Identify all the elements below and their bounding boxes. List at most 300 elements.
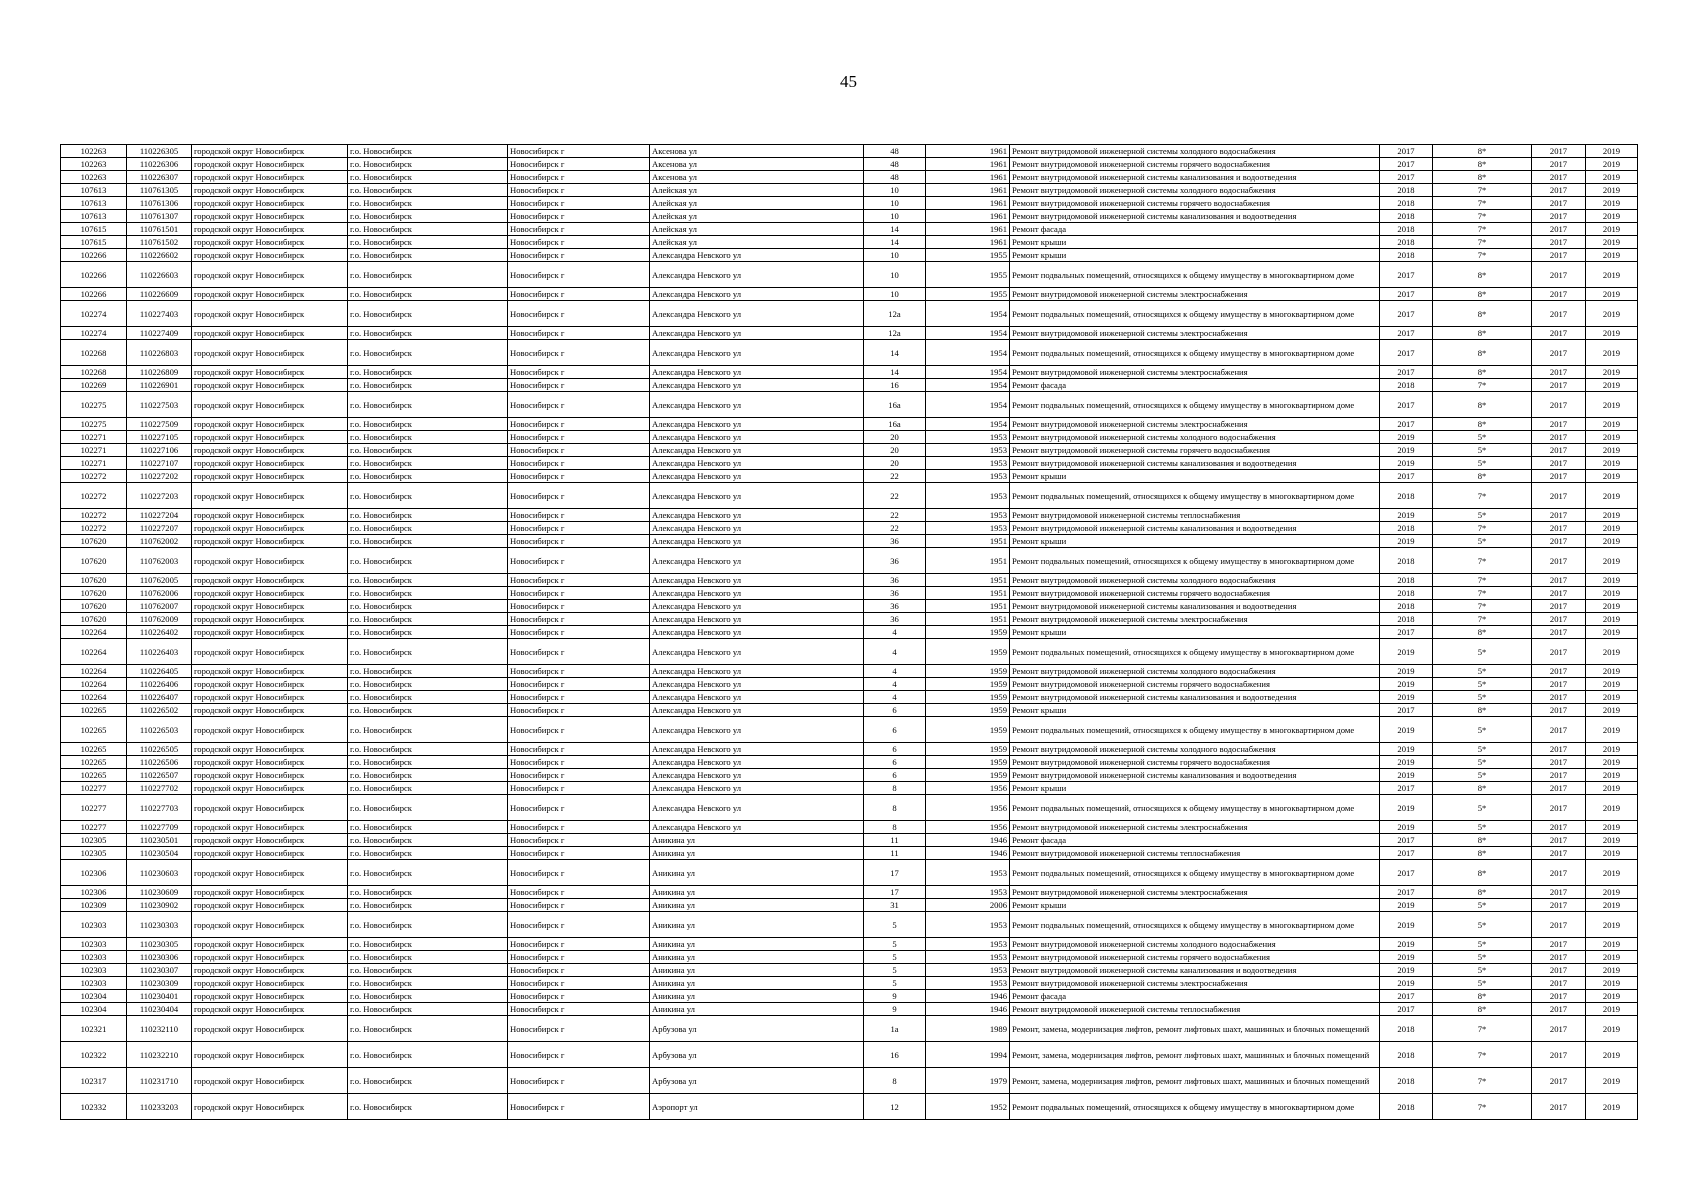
table-cell: 2018 [1380,613,1433,626]
table-cell: 8 [864,782,926,795]
table-cell: г.о. Новосибирск [348,899,508,912]
table-cell: г.о. Новосибирск [348,977,508,990]
table-cell: 6 [864,717,926,743]
table-row [61,613,1638,626]
table-cell: 102303 [61,912,127,938]
table-cell: 102303 [61,951,127,964]
table-cell: 8* [1433,392,1532,418]
table-cell: 7* [1433,184,1532,197]
table-cell: 5* [1433,444,1532,457]
table-cell: Арбузова ул [650,1042,864,1068]
table-cell: 2017 [1532,340,1586,366]
table-cell: 7* [1433,1042,1532,1068]
table-cell: 5* [1433,665,1532,678]
table-cell: 2017 [1380,392,1433,418]
table-cell: Новосибирск г [508,834,650,847]
table-cell: 102303 [61,977,127,990]
table-cell: 10 [864,249,926,262]
table-cell: Ремонт внутридомовой инженерной системы холодного водоснабжения [1010,145,1380,158]
table-cell: 2019 [1586,704,1638,717]
table-cell: 5 [864,951,926,964]
table-cell: Ремонт фасада [1010,834,1380,847]
table-cell: Аэропорт ул [650,1094,864,1120]
table-cell: Ремонт подвальных помещений, относящихся к общему имуществу в многоквартирном доме [1010,548,1380,574]
table-cell: 2018 [1380,236,1433,249]
table-cell: г.о. Новосибирск [348,145,508,158]
table-cell: 2019 [1586,327,1638,340]
table-cell: 1953 [926,431,1010,444]
table-cell: Новосибирск г [508,548,650,574]
table-cell: 2019 [1380,691,1433,704]
table-cell: Ремонт внутридомовой инженерной системы холодного водоснабжения [1010,574,1380,587]
table-cell: Ремонт, замена, модернизация лифтов, ремонт лифтовых шахт, машинных и блочных помещений [1010,1016,1380,1042]
table-cell: 2017 [1532,899,1586,912]
table-cell: 2019 [1586,457,1638,470]
table-cell: Новосибирск г [508,366,650,379]
table-cell: 102306 [61,860,127,886]
table-row [61,184,1638,197]
table-cell: 1959 [926,691,1010,704]
table-cell: Новосибирск г [508,418,650,431]
table-cell: городской округ Новосибирск [192,457,348,470]
table-row [61,990,1638,1003]
table-cell: 102275 [61,418,127,431]
table-cell: 2017 [1532,444,1586,457]
table-cell: 110231710 [127,1068,192,1094]
table-cell: 1946 [926,847,1010,860]
table-cell: 2017 [1532,1003,1586,1016]
table-cell: 110227106 [127,444,192,457]
table-cell: 2017 [1532,704,1586,717]
table-cell: Александра Невского ул [650,418,864,431]
table-cell: 2018 [1380,1016,1433,1042]
table-cell: 110227509 [127,418,192,431]
table-cell: Александра Невского ул [650,509,864,522]
table-cell: Аникина ул [650,860,864,886]
table-cell: 110761307 [127,210,192,223]
table-cell: 110761306 [127,197,192,210]
table-cell: 110233203 [127,1094,192,1120]
table-cell: 102268 [61,340,127,366]
table-cell: Ремонт крыши [1010,236,1380,249]
table-cell: 110230401 [127,990,192,1003]
table-cell: 110226306 [127,158,192,171]
table-cell: 2019 [1586,938,1638,951]
table-cell: 102263 [61,171,127,184]
table-cell: 2019 [1586,340,1638,366]
table-cell: Ремонт внутридомовой инженерной системы канализования и водоотведения [1010,964,1380,977]
table-cell: Ремонт подвальных помещений, относящихся к общему имуществу в многоквартирном доме [1010,639,1380,665]
table-cell: 2019 [1586,236,1638,249]
table-cell: 2017 [1532,1016,1586,1042]
table-row [61,639,1638,665]
table-cell: г.о. Новосибирск [348,171,508,184]
table-cell: 8* [1433,990,1532,1003]
table-cell: Аникина ул [650,912,864,938]
table-cell: 2019 [1586,678,1638,691]
table-row [61,548,1638,574]
table-cell: 2019 [1586,743,1638,756]
table-cell: 1953 [926,470,1010,483]
table-cell: Новосибирск г [508,145,650,158]
table-cell: Александра Невского ул [650,340,864,366]
table-cell: Новосибирск г [508,392,650,418]
table-cell: Ремонт внутридомовой инженерной системы электроснабжения [1010,977,1380,990]
table-cell: Новосибирск г [508,860,650,886]
table-cell: 2019 [1586,470,1638,483]
table-cell: 1961 [926,184,1010,197]
table-row [61,509,1638,522]
table-cell: 107620 [61,587,127,600]
table-cell: Новосибирск г [508,964,650,977]
table-cell: 107620 [61,600,127,613]
table-cell: 1959 [926,665,1010,678]
table-cell: 1952 [926,1094,1010,1120]
table-cell: 2017 [1532,197,1586,210]
table-cell: 2017 [1532,613,1586,626]
table-cell: 102271 [61,431,127,444]
table-cell: 22 [864,483,926,509]
table-cell: Новосибирск г [508,977,650,990]
table-cell: Алейская ул [650,223,864,236]
table-cell: 5* [1433,717,1532,743]
table-cell: 2017 [1532,184,1586,197]
table-cell: 102317 [61,1068,127,1094]
table-cell: Ремонт подвальных помещений, относящихся к общему имуществу в многоквартирном доме [1010,717,1380,743]
table-row [61,236,1638,249]
table-cell: 2017 [1380,288,1433,301]
table-cell: 2017 [1532,262,1586,288]
table-cell: городской округ Новосибирск [192,145,348,158]
table-cell: Александра Невского ул [650,574,864,587]
table-cell: Ремонт внутридомовой инженерной системы теплоснабжения [1010,847,1380,860]
table-cell: 2019 [1586,613,1638,626]
table-cell: 11 [864,834,926,847]
table-cell: городской округ Новосибирск [192,1003,348,1016]
table-row [61,418,1638,431]
table-cell: г.о. Новосибирск [348,1094,508,1120]
table-cell: 102266 [61,262,127,288]
table-cell: 2019 [1586,223,1638,236]
table-cell: 2017 [1532,964,1586,977]
table-cell: городской округ Новосибирск [192,288,348,301]
table-cell: 2017 [1532,210,1586,223]
table-cell: 2019 [1380,912,1433,938]
table-cell: 8* [1433,301,1532,327]
table-cell: 107620 [61,574,127,587]
table-cell: 8* [1433,366,1532,379]
table-cell: 7* [1433,1094,1532,1120]
table-cell: 1959 [926,639,1010,665]
table-row [61,899,1638,912]
table-cell: Александра Невского ул [650,431,864,444]
table-cell: г.о. Новосибирск [348,743,508,756]
table-cell: 5* [1433,509,1532,522]
table-cell: 110226407 [127,691,192,704]
table-cell: городской округ Новосибирск [192,379,348,392]
table-cell: 7* [1433,548,1532,574]
table-cell: Ремонт, замена, модернизация лифтов, ремонт лифтовых шахт, машинных и блочных помещений [1010,1042,1380,1068]
table-cell: 2017 [1532,509,1586,522]
table-cell: Александра Невского ул [650,717,864,743]
table-cell: 2017 [1532,223,1586,236]
table-cell: 2017 [1532,483,1586,509]
table-cell: 8* [1433,834,1532,847]
table-cell: 1959 [926,704,1010,717]
table-cell: г.о. Новосибирск [348,366,508,379]
table-cell: 2019 [1586,574,1638,587]
table-cell: 2019 [1380,457,1433,470]
table-cell: 110226307 [127,171,192,184]
table-cell: г.о. Новосибирск [348,587,508,600]
table-cell: городской округ Новосибирск [192,444,348,457]
table-cell: 6 [864,756,926,769]
table-cell: Ремонт подвальных помещений, относящихся к общему имуществу в многоквартирном доме [1010,483,1380,509]
table-row [61,340,1638,366]
table-cell: 2017 [1532,236,1586,249]
table-cell: Александра Невского ул [650,262,864,288]
table-cell: Ремонт подвальных помещений, относящихся к общему имуществу в многоквартирном доме [1010,301,1380,327]
table-cell: 110230306 [127,951,192,964]
table-cell: Александра Невского ул [650,392,864,418]
table-cell: 5* [1433,951,1532,964]
table-cell: г.о. Новосибирск [348,821,508,834]
table-cell: 2017 [1380,327,1433,340]
table-cell: 2019 [1586,262,1638,288]
table-cell: 1951 [926,587,1010,600]
table-row [61,782,1638,795]
table-cell: Ремонт внутридомовой инженерной системы горячего водоснабжения [1010,678,1380,691]
table-cell: 5* [1433,535,1532,548]
table-cell: 1961 [926,197,1010,210]
table-cell: 102304 [61,990,127,1003]
table-cell: г.о. Новосибирск [348,756,508,769]
table-cell: Новосибирск г [508,236,650,249]
table-cell: 8 [864,1068,926,1094]
table-cell: 102309 [61,899,127,912]
table-cell: г.о. Новосибирск [348,262,508,288]
table-cell: 20 [864,457,926,470]
table-cell: 12а [864,327,926,340]
table-cell: 2017 [1380,782,1433,795]
table-cell: Новосибирск г [508,613,650,626]
table-row [61,769,1638,782]
table-cell: 4 [864,691,926,704]
table-cell: 110230609 [127,886,192,899]
table-cell: 2017 [1532,249,1586,262]
table-cell: Ремонт внутридомовой инженерной системы холодного водоснабжения [1010,184,1380,197]
table-row [61,145,1638,158]
table-cell: 1961 [926,171,1010,184]
table-cell: Новосибирск г [508,158,650,171]
table-cell: городской округ Новосибирск [192,1016,348,1042]
table-cell: Новосибирск г [508,1016,650,1042]
table-cell: Александра Невского ул [650,782,864,795]
table-cell: Новосибирск г [508,795,650,821]
table-cell: 2017 [1532,717,1586,743]
table-cell: 102274 [61,301,127,327]
table-cell: 2017 [1380,990,1433,1003]
table-cell: 5* [1433,938,1532,951]
table-cell: Аникина ул [650,899,864,912]
table-cell: 102264 [61,665,127,678]
table-cell: г.о. Новосибирск [348,288,508,301]
table-cell: городской округ Новосибирск [192,665,348,678]
table-cell: 1951 [926,548,1010,574]
table-row [61,158,1638,171]
table-cell: г.о. Новосибирск [348,340,508,366]
table-cell: Новосибирск г [508,574,650,587]
table-cell: Ремонт внутридомовой инженерной системы электроснабжения [1010,366,1380,379]
table-row [61,834,1638,847]
table-cell: Новосибирск г [508,444,650,457]
table-cell: 2019 [1586,288,1638,301]
table-cell: 36 [864,600,926,613]
table-cell: г.о. Новосибирск [348,834,508,847]
table-cell: Новосибирск г [508,587,650,600]
table-cell: Ремонт фасада [1010,990,1380,1003]
table-cell: г.о. Новосибирск [348,600,508,613]
table-cell: 110227107 [127,457,192,470]
table-cell: 102272 [61,483,127,509]
table-cell: 2019 [1586,158,1638,171]
table-cell: Александра Невского ул [650,327,864,340]
table-cell: 1953 [926,886,1010,899]
table-cell: 2017 [1532,600,1586,613]
table-cell: городской округ Новосибирск [192,327,348,340]
table-cell: 4 [864,665,926,678]
table-row [61,522,1638,535]
table-cell: 8* [1433,847,1532,860]
table-cell: Александра Невского ул [650,548,864,574]
table-cell: 110227702 [127,782,192,795]
table-row [61,249,1638,262]
table-cell: Ремонт крыши [1010,704,1380,717]
table-cell: городской округ Новосибирск [192,197,348,210]
table-cell: Александра Невского ул [650,756,864,769]
table-cell: 2019 [1586,210,1638,223]
table-cell: 10 [864,184,926,197]
table-cell: 11 [864,847,926,860]
table-cell: Александра Невского ул [650,704,864,717]
table-cell: городской округ Новосибирск [192,1068,348,1094]
table-cell: г.о. Новосибирск [348,717,508,743]
table-cell: 110230303 [127,912,192,938]
table-cell: 2017 [1532,951,1586,964]
table-cell: 12 [864,1094,926,1120]
table-cell: 110226602 [127,249,192,262]
table-cell: г.о. Новосибирск [348,184,508,197]
table-cell: городской округ Новосибирск [192,1042,348,1068]
table-cell: 2017 [1532,743,1586,756]
table-cell: 36 [864,548,926,574]
table-cell: 2019 [1380,678,1433,691]
table-cell: Новосибирск г [508,288,650,301]
table-cell: Алейская ул [650,197,864,210]
table-cell: Новосибирск г [508,249,650,262]
table-cell: 107613 [61,184,127,197]
table-row [61,210,1638,223]
table-cell: 1959 [926,717,1010,743]
table-cell: Алейская ул [650,236,864,249]
table-cell: Новосибирск г [508,1042,650,1068]
table-cell: 9 [864,1003,926,1016]
table-cell: 20 [864,444,926,457]
table-cell: 102265 [61,756,127,769]
table-cell: 6 [864,769,926,782]
table-cell: городской округ Новосибирск [192,821,348,834]
table-cell: 2018 [1380,1094,1433,1120]
table-cell: 2019 [1586,509,1638,522]
table-cell: 110226809 [127,366,192,379]
table-cell: 1951 [926,574,1010,587]
table-cell: г.о. Новосибирск [348,951,508,964]
table-row [61,600,1638,613]
table-cell: 14 [864,366,926,379]
table-cell: 22 [864,470,926,483]
table-cell: 2017 [1380,847,1433,860]
table-cell: 2019 [1380,795,1433,821]
table-cell: 2017 [1380,860,1433,886]
table-cell: г.о. Новосибирск [348,223,508,236]
table-cell: 5* [1433,977,1532,990]
table-cell: Ремонт внутридомовой инженерной системы горячего водоснабжения [1010,197,1380,210]
table-cell: Александра Невского ул [650,379,864,392]
table-row [61,444,1638,457]
table-cell: 5* [1433,678,1532,691]
table-cell: 8* [1433,1003,1532,1016]
table-cell: Аникина ул [650,834,864,847]
table-cell: Новосибирск г [508,769,650,782]
table-cell: 1959 [926,743,1010,756]
table-cell: 4 [864,678,926,691]
table-cell: 102266 [61,249,127,262]
table-cell: 36 [864,613,926,626]
table-row [61,262,1638,288]
table-cell: Новосибирск г [508,197,650,210]
table-cell: 2019 [1586,301,1638,327]
table-cell: 110232110 [127,1016,192,1042]
table-cell: 16а [864,392,926,418]
table-cell: 1951 [926,600,1010,613]
page-number: 45 [840,72,857,91]
table-cell: 8* [1433,340,1532,366]
table-cell: 1954 [926,327,1010,340]
table-cell: 36 [864,574,926,587]
table-cell: 2018 [1380,197,1433,210]
table-cell: Ремонт внутридомовой инженерной системы канализования и водоотведения [1010,457,1380,470]
table-cell: Александра Невского ул [650,769,864,782]
table-cell: Аникина ул [650,938,864,951]
table-cell: 2018 [1380,522,1433,535]
table-cell: 110761305 [127,184,192,197]
table-cell: Ремонт внутридомовой инженерной системы горячего водоснабжения [1010,158,1380,171]
table-cell: г.о. Новосибирск [348,158,508,171]
table-cell: г.о. Новосибирск [348,197,508,210]
table-cell: 110226305 [127,145,192,158]
table-cell: г.о. Новосибирск [348,1042,508,1068]
table-cell: 102264 [61,678,127,691]
table-cell: 1955 [926,249,1010,262]
table-cell: Александра Невского ул [650,249,864,262]
table-row [61,197,1638,210]
table-row [61,379,1638,392]
table-cell: 110232210 [127,1042,192,1068]
table-cell: 110226402 [127,626,192,639]
table-cell: 2017 [1380,1003,1433,1016]
table-cell: Ремонт внутридомовой инженерной системы холодного водоснабжения [1010,431,1380,444]
table-cell: Ремонт подвальных помещений, относящихся к общему имуществу в многоквартирном доме [1010,860,1380,886]
